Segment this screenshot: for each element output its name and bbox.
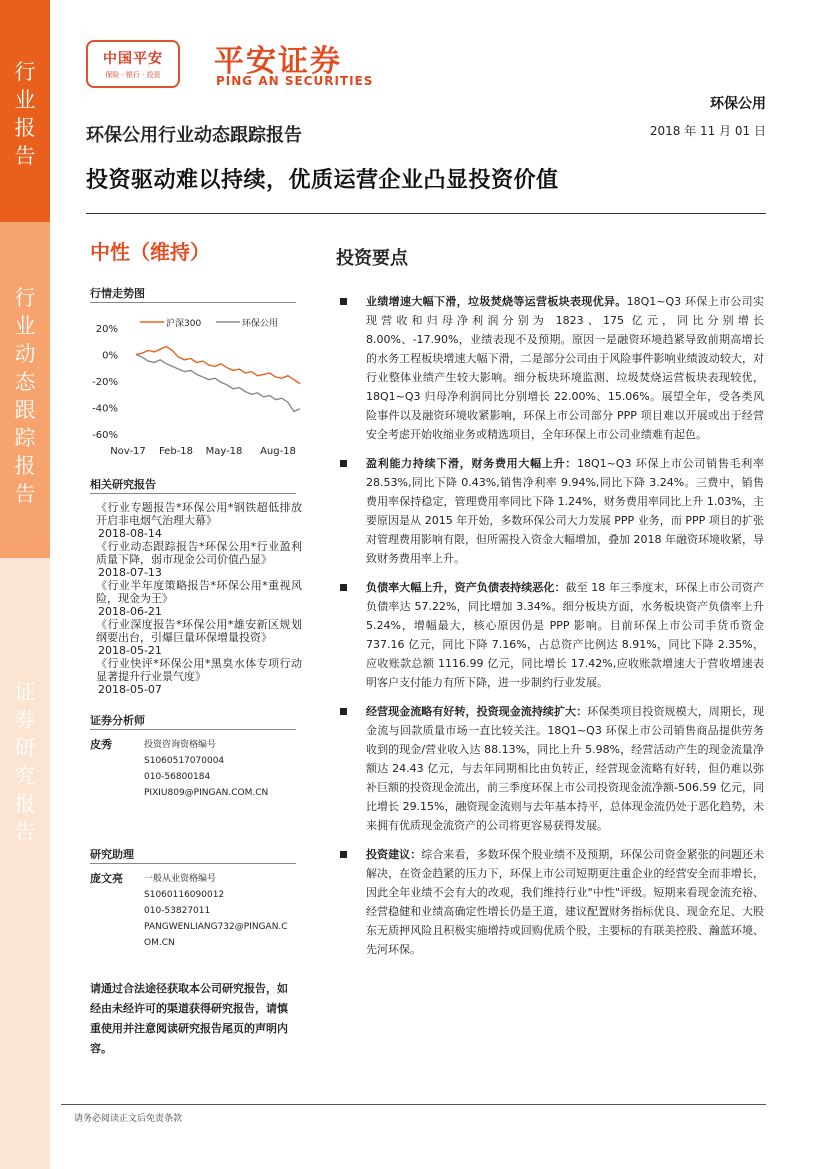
y-tick-label: -40% — [92, 403, 118, 415]
rating-badge: 中性（维持） — [90, 240, 210, 264]
assistant-section-divider — [90, 863, 296, 864]
analyst-card — [90, 737, 300, 807]
related-report-date: 2018-05-07 — [98, 683, 162, 696]
header-divider — [86, 213, 766, 214]
summary-point-lead: 盈利能力持续下滑，财务费用大幅上升： — [366, 457, 578, 470]
y-tick-label: -20% — [92, 377, 118, 388]
analyst-cert-label: 投资咨询资格编号 — [144, 740, 217, 750]
market-trend-chart — [86, 308, 306, 458]
related-report-item — [96, 657, 302, 696]
square-bullet-icon — [340, 708, 347, 715]
related-section-divider — [90, 493, 296, 494]
related-report-date: 2018-05-21 — [98, 644, 162, 657]
sector-label: 环保公用 — [710, 96, 766, 112]
chart-svg — [86, 308, 306, 458]
x-tick-label: May-18 — [205, 446, 243, 457]
analyst-email: PIXIU809@PINGAN.COM.CN — [144, 788, 269, 798]
summary-point-body: 18Q1~Q3 环保上市公司实现营收和归母净利润分别为 1823、175 亿元，同比分别增长 8.00%、-17.90%，业绩表现不及预期。原因一是融资环境趋紧导致前期高增长的水务工程板块增速大幅下滑，二是部分公司由于风险事件影响业绩波动较大，对行业整体业绩产生较大影响。细分板块环境监测、垃圾焚烧运营板块表现较优，18Q1~Q3 归母净利润同比分别增长 22.00%、15.06%。展望全年，受各类风险事件以及融资环境收紧影响，环保上市公司部分 PPP 项目难以开展或出于经营安全考虑开始收缩业务或精选项目，全年环保上市公司业绩难有起色。 — [366, 295, 765, 441]
pingan-group-logo — [86, 40, 180, 88]
assistant-cert-label: 一般从业资格编号 — [144, 874, 217, 884]
summary-point-body: 18Q1~Q3 环保上市公司销售毛利率 28.53%,同比下降 0.43%,销售净利率 9.94%,同比下降 3.24%。三费中，销售费用率保持稳定，管理费用率同比下降 1.24%，财务费用率同比上升 1.03%，主要原因是从 2015 年开始，多数环保公司大力发展 PPP 业务，而 PPP 项目的扩张对管理费用影响有限，但所需投入资金大幅增加，叠加 2018 年融资环境收紧，导致财务费用率上升。 — [366, 457, 764, 565]
band-label-securities-research: 证 券 研 究 报 告 — [14, 680, 36, 844]
summary-point — [340, 454, 764, 568]
summary-point-lead: 业绩增速大幅下滑，垃圾焚烧等运营板块表现优异。 — [366, 295, 627, 308]
related-report-item — [96, 501, 302, 540]
assistant-name: 庞文亮 — [90, 872, 123, 885]
logo-cn-text: 中国平安 — [103, 51, 163, 67]
footer-divider — [61, 1104, 766, 1105]
related-report-title: 《行业半年度策略报告*环保公用*重视风险，现金为王》 — [96, 579, 302, 605]
assistant-cert-number: S1060116090012 — [144, 890, 225, 900]
legend-label: 环保公用 — [242, 319, 279, 329]
band-label-dynamic-tracking: 行 业 动 态 跟 踪 报 告 — [14, 286, 36, 506]
analyst-section-divider — [90, 729, 296, 730]
legend-label: 沪深300 — [166, 319, 202, 329]
report-date: 2018 年 11 月 01 日 — [649, 124, 766, 138]
related-report-title: 《行业专题报告*环保公用*钢铁超低排放开启非电烟气治理大幕》 — [96, 501, 302, 527]
series-line-hs300 — [136, 347, 300, 384]
assistant-info — [144, 871, 294, 951]
related-report-title: 《行业深度报告*环保公用*雄安新区规划纲要出台，引爆巨量环保增量投资》 — [96, 618, 302, 644]
related-report-title: 《行业快评*环保公用*黑臭水体专项行动显著提升行业景气度》 — [96, 657, 302, 683]
y-tick-label: -60% — [92, 430, 118, 441]
square-bullet-icon — [340, 298, 347, 305]
assistant-phone: 010-53827011 — [144, 906, 211, 916]
summary-point-body: 截至 18 年三季度末，环保上市公司资产负债率达 57.22%，同比增加 3.34%。细分板块方面，水务板块资产负债率上升 5.24%，增幅最大，核心原因仍是 PPP 影响。目前环保上市公司手货币资金 737.16 亿元，同比下降 7.16%，占总资产比例达 8.91%，同比下降 2.35%，应收账款总额 1116.99 亿元，同比增长 17.42%,应收账款增速大于营收增速表明客户支付能力有所下降，进一步制约行业发展。 — [366, 581, 764, 689]
summary-point-lead: 经营现金流略有好转，投资现金流持续扩大： — [366, 705, 588, 718]
x-tick-label: Nov-17 — [110, 446, 146, 457]
summary-point — [340, 578, 764, 692]
related-section-title: 相关研究报告 — [90, 478, 156, 491]
y-tick-label: 20% — [95, 324, 118, 335]
summary-point-lead: 投资建议： — [366, 848, 422, 861]
related-report-title: 《行业动态跟踪报告*环保公用*行业盈利质量下降，弱市现金公司价值凸显》 — [96, 540, 302, 566]
related-report-item — [96, 579, 302, 618]
analyst-cert-number: S1060517070004 — [144, 756, 225, 766]
report-type: 环保公用行业动态跟踪报告 — [86, 125, 302, 146]
summary-points — [340, 292, 764, 969]
brand-name-en: PING AN SECURITIES — [216, 74, 374, 88]
related-report-item — [96, 540, 302, 579]
square-bullet-icon — [340, 851, 347, 858]
summary-point-body: 环保类项目投资规模大，周期长，现金流与回款质量市场一直比较关注。18Q1~Q3 环保上市公司销售商品提供劳务收到的现金/营业收入达 88.13%，同比上升 5.98%，经营活动产生的现金流量净额达 24.43 亿元，与去年同期相比由负转正，经营现金流略有好转，但仍难以弥补巨额的投资现金流出，前三季度环保上市公司投资现金流净额-506.59 亿元，同比增长 29.15%，融资现金流则与去年基本持平，总体现金流仍处于恶化趋势，未来拥有优质现金流资产的公司将更容易获得发展。 — [366, 705, 765, 832]
summary-point — [340, 292, 764, 444]
square-bullet-icon — [340, 460, 347, 467]
analyst-info — [144, 737, 294, 801]
y-tick-label: 0% — [102, 350, 118, 362]
logo-sub-text: 保险 · 银行 · 投资 — [105, 71, 161, 79]
band-bottom — [0, 558, 50, 1169]
related-report-date: 2018-08-14 — [98, 527, 162, 540]
related-reports-list — [96, 501, 302, 696]
footer-disclaimer: 请务必阅读正文后免责条款 — [74, 1114, 183, 1124]
summary-point — [340, 845, 764, 959]
chart-section-divider — [90, 302, 296, 303]
assistant-section-title: 研究助理 — [90, 848, 134, 861]
series-line-env-utilities — [136, 355, 300, 412]
related-report-item — [96, 618, 302, 657]
related-report-date: 2018-06-21 — [98, 605, 162, 618]
related-report-date: 2018-07-13 — [98, 566, 162, 579]
page-title: 投资驱动难以持续，优质运营企业凸显投资价值 — [86, 168, 559, 193]
summary-point-lead: 负债率大幅上升，资产负债表持续恶化： — [366, 581, 566, 594]
summary-title: 投资要点 — [336, 248, 408, 269]
analyst-phone: 010-56800184 — [144, 772, 211, 782]
chart-section-title: 行情走势图 — [90, 287, 145, 300]
x-tick-label: Aug-18 — [260, 446, 296, 457]
band-label-industry-report: 行 业 报 告 — [14, 60, 36, 168]
summary-point-body: 综合来看，多数环保个股业绩不及预期，环保公司资金紧张的问题还未解决，在资金趋紧的压力下，环保上市公司短期更注重企业的经营安全而非增长，因此全年业绩不会有大的改观，我们维持行业"中性"评级。短期来看现金流充裕、经营稳健和业绩高确定性增长仍是王道，建议配置财务指标优良、现金充足、大股东无质押风险且积极实施增持或回购优质个股，主要标的有联美控股、瀚蓝环境、先河环保。 — [366, 848, 765, 956]
assistant-email: PANGWENLIANG732@PINGAN.COM.CN — [144, 922, 288, 948]
brand-name-cn: 平安证券 — [214, 44, 342, 79]
legal-notice: 请通过合法途径获取本公司研究报告，如经由未经许可的渠道获得研究报告，请慎重使用并注意阅读研究报告尾页的声明内容。 — [90, 982, 288, 1055]
analyst-name: 皮秀 — [90, 738, 112, 751]
square-bullet-icon — [340, 584, 347, 591]
summary-point — [340, 702, 764, 835]
analyst-section-title: 证券分析师 — [90, 714, 145, 727]
assistant-card — [90, 871, 300, 957]
x-tick-label: Feb-18 — [158, 446, 194, 457]
